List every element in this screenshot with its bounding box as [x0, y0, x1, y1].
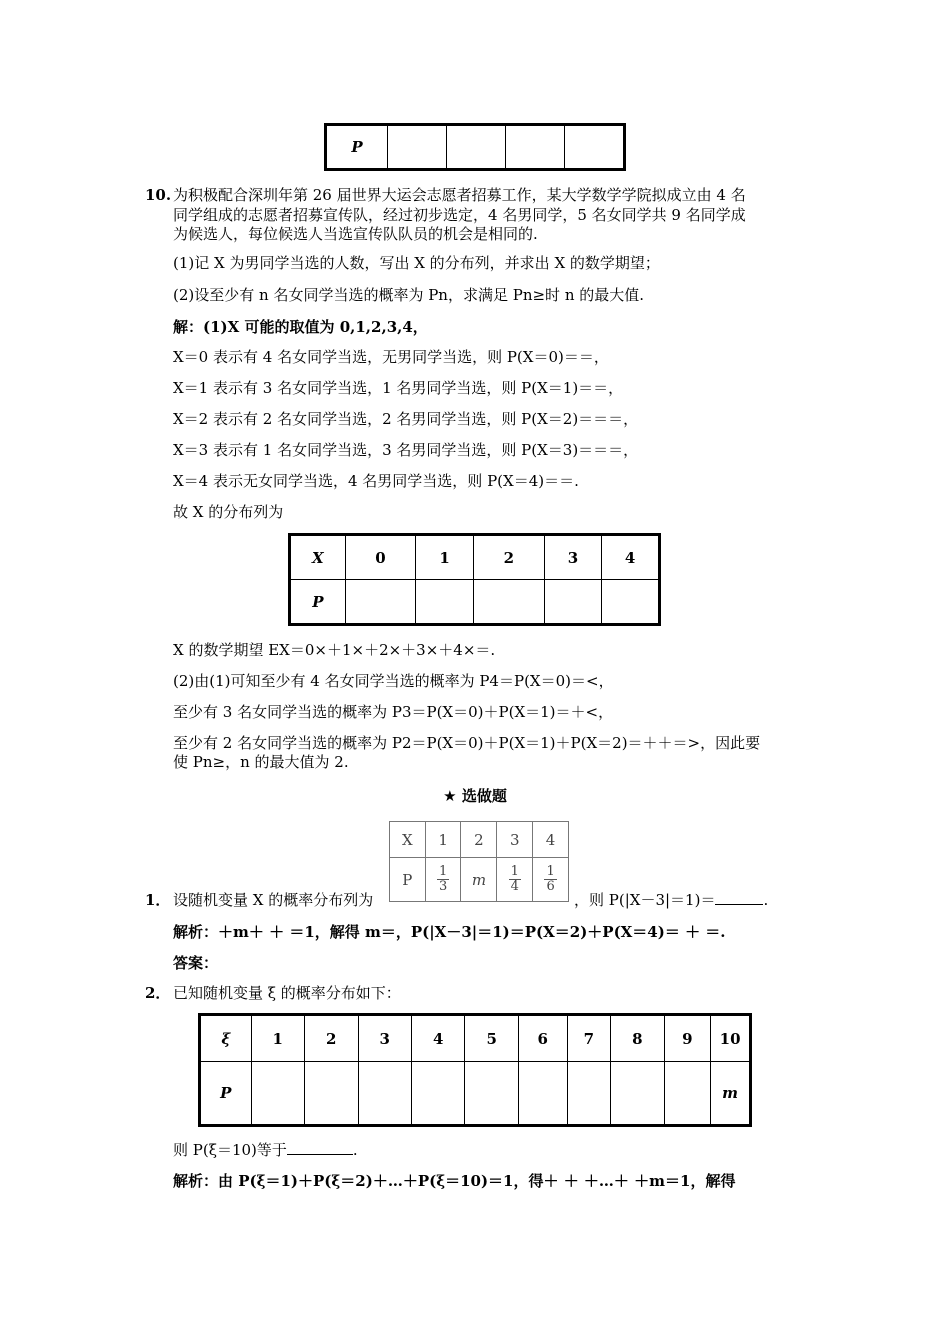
opt1-stem-after: ，则 P(|X－3|＝1)＝ . — [574, 891, 769, 909]
opt1-x-value: 1 — [425, 822, 461, 858]
q10-part2-solution-4: 使 Pn≥，n 的最大值为 2. — [173, 753, 349, 771]
opt1-p-m: m — [461, 858, 497, 902]
q10-stem-line-1: 为积极配合深圳年第 26 届世界大运会志愿者招募工作，某大学数学学院拟成立由 4 名 — [173, 186, 746, 204]
opt2-x-value: 3 — [358, 1015, 411, 1062]
dist-x-label: X — [290, 535, 346, 580]
opt1-distribution-table — [389, 821, 569, 902]
opt1-p-fraction: $\frac{1}{6}$ — [546, 864, 555, 894]
opt2-x-value: 8 — [611, 1015, 664, 1062]
q10-part1: (1)记 X 为男同学当选的人数，写出 X 的分布列，并求出 X 的数学期望； — [173, 254, 660, 272]
dist-x-value: 1 — [416, 535, 474, 580]
q10-stem-line-3: 为候选人，每位候选人当选宣传队队员的机会是相同的. — [173, 225, 538, 243]
q10-distribution-intro: 故 X 的分布列为 — [173, 503, 284, 521]
opt1-p-label: P — [390, 858, 426, 902]
opt2-distribution-table — [198, 1013, 752, 1127]
dist-x-value: 4 — [602, 535, 660, 580]
top-probability-table — [324, 123, 626, 171]
opt2-x-label: ξ — [200, 1015, 252, 1062]
top-table-p-label: P — [326, 125, 388, 170]
opt2-x-value: 2 — [305, 1015, 358, 1062]
q10-part2-solution-2: 至少有 3 名女同学当选的概率为 P3＝P(X＝0)＋P(X＝1)＝＋<， — [173, 703, 614, 721]
q10-solution-line-1: X＝0 表示有 4 名女同学当选，无男同学当选，则 P(X＝0)＝＝， — [173, 348, 609, 366]
opt1-x-value: 4 — [533, 822, 569, 858]
opt1-x-value: 3 — [497, 822, 533, 858]
dist-p-label: P — [290, 580, 346, 625]
dist-x-value: 2 — [473, 535, 544, 580]
q10-stem-line-2: 同学组成的志愿者招募宣传队，经过初步选定，4 名男同学，5 名女同学共 9 名同学成 — [173, 206, 746, 224]
opt2-answer-blank — [287, 1140, 353, 1155]
opt2-p-m: m — [711, 1062, 751, 1126]
optional-section-title: ★ 选做题 — [443, 787, 507, 805]
opt2-analysis: 解析：由 P(ξ＝1)＋P(ξ＝2)＋…＋P(ξ＝10)＝1，得＋ ＋ ＋…＋ ＋m＝1，解得 — [173, 1172, 736, 1190]
opt2-x-value: 1 — [251, 1015, 304, 1062]
opt1-answer-blank — [715, 890, 763, 905]
q10-distribution-table — [288, 533, 661, 626]
q10-part2-solution-1: (2)由(1)可知至少有 4 名女同学当选的概率为 P4＝P(X＝0)＝<， — [173, 672, 614, 690]
opt2-x-value: 9 — [664, 1015, 711, 1062]
opt1-answer: 答案： — [173, 954, 219, 972]
q10-part2: (2)设至少有 n 名女同学当选的概率为 Pn，求满足 Pn≥时 n 的最大值. — [173, 286, 645, 304]
opt2-number: 2． — [145, 984, 171, 1002]
opt2-stem: 已知随机变量 ξ 的概率分布如下： — [173, 984, 401, 1002]
opt1-number: 1． — [145, 891, 171, 909]
opt1-x-label: X — [390, 822, 426, 858]
q10-number: 10. — [145, 186, 172, 204]
opt1-stem-before: 设随机变量 X 的概率分布列为 — [173, 891, 374, 909]
q10-solution-heading: 解：(1)X 可能的取值为 0,1,2,3,4， — [173, 318, 428, 336]
dist-x-value: 0 — [345, 535, 416, 580]
opt1-p-fraction: $\frac{1}{4}$ — [510, 864, 519, 894]
q10-part2-solution-3: 至少有 2 名女同学当选的概率为 P2＝P(X＝0)＋P(X＝1)＋P(X＝2)＝＋＋＝>，因此要 — [173, 734, 761, 752]
q10-solution-line-3: X＝2 表示有 2 名女同学当选，2 名男同学当选，则 P(X＝2)＝＝＝， — [173, 410, 639, 428]
q10-solution-line-2: X＝1 表示有 3 名女同学当选，1 名男同学当选，则 P(X＝1)＝＝， — [173, 379, 624, 397]
q10-solution-line-5: X＝4 表示无女同学当选，4 名男同学当选，则 P(X＝4)＝＝. — [173, 472, 579, 490]
opt1-x-value: 2 — [461, 822, 497, 858]
q10-expectation: X 的数学期望 EX＝0×＋1×＋2×＋3×＋4×＝. — [173, 641, 496, 659]
opt2-x-value: 7 — [567, 1015, 611, 1062]
opt1-p-fraction: $\frac{1}{3}$ — [438, 864, 448, 894]
opt2-x-value: 5 — [465, 1015, 518, 1062]
opt1-analysis: 解析：＋m＋ ＋ ＝1，解得 m＝，P(|X－3|＝1)＝P(X＝2)＋P(X＝4)＝ ＋ ＝. — [173, 923, 726, 941]
opt2-x-value: 10 — [711, 1015, 751, 1062]
opt2-x-value: 4 — [411, 1015, 464, 1062]
opt2-question: 则 P(ξ＝10)等于 . — [173, 1141, 358, 1159]
opt2-p-label: P — [200, 1062, 252, 1126]
opt2-x-value: 6 — [518, 1015, 567, 1062]
q10-solution-line-4: X＝3 表示有 1 名女同学当选，3 名男同学当选，则 P(X＝3)＝＝＝， — [173, 441, 639, 459]
dist-x-value: 3 — [544, 535, 602, 580]
